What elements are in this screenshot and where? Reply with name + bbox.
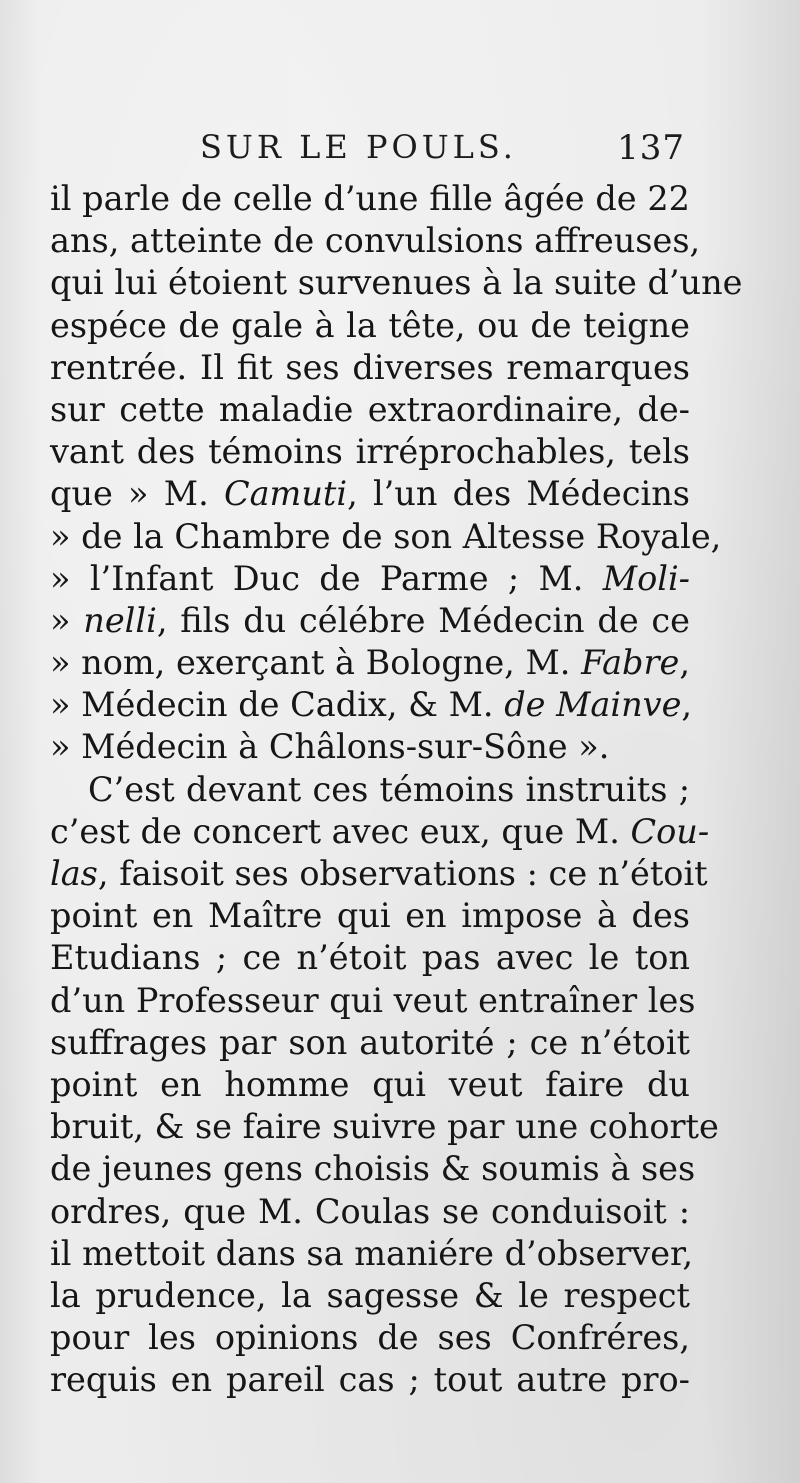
text-line: [50, 516, 722, 558]
text-line: [50, 642, 690, 684]
italic-name: Fabre: [581, 643, 680, 683]
text-line: [50, 1359, 690, 1401]
text-line: [50, 1064, 690, 1106]
line-text: ,: [681, 685, 693, 725]
line-text: » nom, exerçant à Bologne, M.: [50, 643, 582, 683]
line-text: que » M.: [50, 474, 224, 514]
text-line: [50, 769, 690, 811]
line-text: » Médecin de Cadix, & M.: [50, 685, 505, 725]
body-text: [50, 178, 743, 1401]
text-line: [50, 473, 690, 515]
italic-name: de Mainve: [504, 685, 682, 725]
text-line: [50, 600, 690, 642]
text-line: [50, 980, 696, 1022]
line-text: » l’Infant Duc de Parme ; M.: [50, 558, 603, 598]
line-text: espéce de gale à la tête, ou de teigne: [50, 305, 690, 345]
line-text: Etudians ; ce n’étoit pas avec le ton: [50, 938, 690, 978]
text-line: [50, 811, 710, 853]
line-text: bruit, & se faire suivre par une cohorte: [50, 1107, 719, 1147]
text-line: [50, 558, 690, 600]
text-line: [50, 305, 690, 347]
text-line: [50, 347, 690, 389]
text-line: [50, 1022, 690, 1064]
italic-name: las: [50, 854, 98, 893]
text-line: [50, 431, 690, 473]
line-text: point en homme qui veut faire du: [50, 1064, 690, 1104]
line-text: il parle de celle d’une fille âgée de 22: [50, 179, 690, 218]
italic-name: nelli: [83, 600, 157, 640]
text-line: [50, 1148, 696, 1190]
line-text: ordres, que M. Coulas se conduisoit :: [50, 1191, 690, 1231]
line-text: de jeunes gens choisis & soumis à ses: [50, 1149, 696, 1189]
line-text: qui lui étoient survenues à la suite d’une: [50, 263, 743, 303]
running-head: [200, 128, 685, 178]
text-line: [50, 853, 708, 895]
line-text: la prudence, la sagesse & le respect: [50, 1275, 690, 1315]
text-line: [50, 389, 690, 431]
line-text: ans, atteinte de convulsions affreuses,: [50, 221, 701, 261]
line-text: , fils du célébre Médecin de ce: [156, 600, 690, 640]
text-line: [50, 1317, 690, 1359]
line-text: ,: [679, 643, 690, 683]
line-text: requis en pareil cas ; tout autre pro-: [50, 1360, 690, 1400]
text-line: [50, 895, 690, 937]
italic-name: Cou-: [630, 811, 710, 851]
text-line: [50, 684, 693, 726]
line-text: , faisoit ses observations : ce n’étoit: [97, 854, 708, 893]
line-text: C’est devant ces témoins instruits ;: [88, 769, 690, 809]
line-text: pour les opinions de ses Confréres,: [50, 1318, 690, 1358]
line-text: d’un Professeur qui veut entraîner les: [50, 980, 696, 1020]
page-number: 137: [617, 128, 685, 168]
text-line: [50, 726, 690, 768]
line-text: »: [50, 600, 84, 640]
line-text: vant des témoins irréprochables, tels: [50, 432, 690, 472]
line-text: » de la Chambre de son Altesse Royale,: [50, 516, 722, 556]
line-text: suffrages par son autorité ; ce n’étoit: [50, 1022, 690, 1062]
line-text: point en Maître qui en impose à des: [50, 896, 690, 936]
text-line: [50, 1191, 690, 1233]
line-text: il mettoit dans sa maniére d’observer,: [50, 1233, 694, 1273]
text-line: [50, 1275, 690, 1317]
line-text: » Médecin à Châlons-sur-Sône ».: [50, 727, 610, 767]
running-title: SUR LE POULS.: [200, 128, 517, 166]
line-text: c’est de concert avec eux, que M.: [50, 811, 631, 851]
italic-name: Camuti: [223, 474, 348, 514]
line-text: , l’un des Médecins: [347, 474, 690, 514]
text-line: [50, 220, 701, 262]
line-text: rentrée. Il fit ses diverses remarques: [50, 347, 690, 387]
text-line: [50, 178, 690, 220]
line-text: sur cette maladie extraordinaire, de-: [50, 389, 690, 429]
italic-name: Moli-: [602, 558, 690, 598]
text-line: [50, 1106, 719, 1148]
text-line: [50, 937, 690, 979]
text-line: [50, 262, 743, 304]
text-line: [50, 1233, 694, 1275]
